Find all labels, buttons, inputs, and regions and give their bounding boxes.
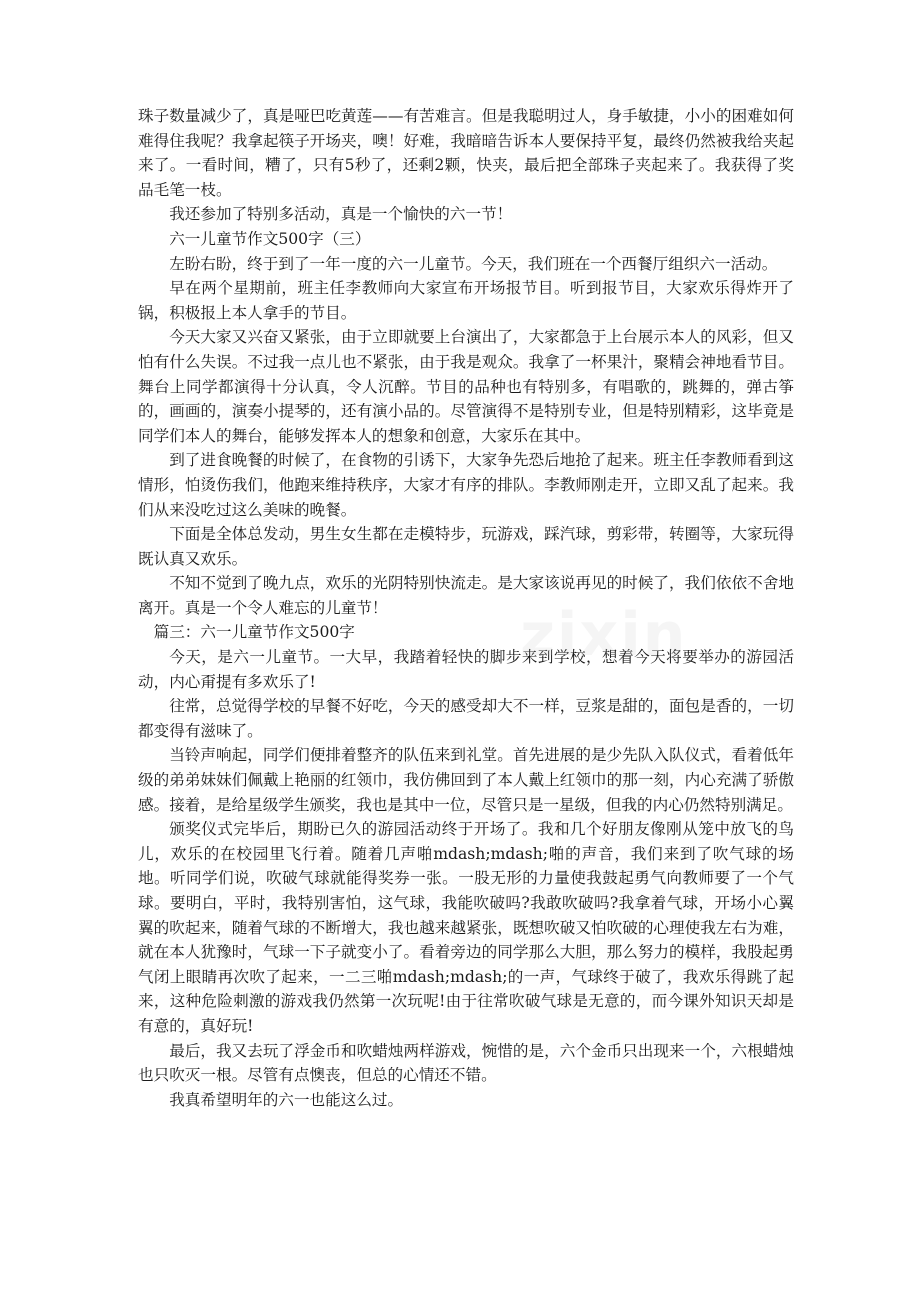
paragraph: 颁奖仪式完毕后，期盼已久的游园活动终于开场了。我和几个好朋友像刚从笼中放飞的鸟儿，欢乐的在校园里飞行着。随着几声啪mdash;mdash;啪的声音，我们来到了吹气球的场地。听同学们说，吹破气球就能得奖券一张。一股无形的力量使我鼓起勇气向教师要了一个气球。要明白，平时，我特别害怕，这气球，我能吹破吗?我敢吹破吗?我拿着气球，开场小心翼翼的吹起来，随着气球的不断增大，我也越来越紧张，既想吹破又怕吹破的心理使我左右为难，就在本人犹豫时，气球一下子就变小了。看着旁边的同学那么大胆，那么努力的模样，我股起勇气闭上眼睛再次吹了起来，一二三啪mdash;mdash;的一声，气球终于破了，我欢乐得跳了起来，这种危险刺激的游戏我仍然第一次玩呢!由于往常吹破气球是无意的，而今课外知识天却是有意的，真好玩! (138, 820, 794, 1035)
paragraph: 最后，我又去玩了浮金币和吹蜡烛两样游戏，惋惜的是，六个金币只出现来一个，六根蜡烛也只吹灭一根。尽管有点懊丧，但总的心情还不错。 (138, 1041, 794, 1085)
paragraph: 早在两个星期前，班主任李教师向大家宣布开场报节目。听到报节目，大家欢乐得炸开了锅，积极报上本人拿手的节目。 (138, 279, 794, 322)
paragraph: 我还参加了特别多活动，真是一个愉快的六一节！ (169, 205, 513, 224)
paragraph: 今天，是六一儿童节。一大早，我踏着轻快的脚步来到学校，想着今天将要举办的游园活动，内心甭提有多欢乐了! (138, 648, 794, 691)
paragraph: 我真希望明年的六一也能这么过。 (169, 1090, 404, 1109)
document-body (138, 104, 794, 1112)
paragraph: 当铃声响起，同学们便排着整齐的队伍来到礼堂。首先进展的是少先队入队仪式，看着低年级的弟弟妹妹们佩戴上艳丽的红领巾，我仿佛回到了本人戴上红领巾的那一刻，内心充满了骄傲感。接着，是给星级学生颁奖，我也是其中一位，尽管只是一星级，但我的内心仍然特别满足。 (138, 746, 794, 814)
paragraph: 不知不觉到了晚九点，欢乐的光阴特别快流走。是大家该说再见的时候了，我们依依不舍地离开。真是一个令人难忘的儿童节！ (138, 574, 794, 617)
paragraph: 下面是全体总发动，男生女生都在走模特步，玩游戏，踩汽球，剪彩带，转圈等，大家玩得既认真又欢乐。 (138, 525, 794, 568)
paragraph: 到了进食晚餐的时候了，在食物的引诱下，大家争先恐后地抢了起来。班主任李教师看到这情形，怕烫伤我们，他跑来维持秩序，大家才有序的排队。李教师刚走开，立即又乱了起来。我们从来没吃过这么美味的晚餐。 (138, 451, 794, 519)
section-heading: 六一儿童节作文500字（三） (169, 229, 371, 248)
paragraph: 今天大家又兴奋又紧张，由于立即就要上台演出了，大家都急于上台展示本人的风彩，但又怕有什么失误。不过我一点儿也不紧张，由于我是观众。我拿了一杯果汁，聚精会神地看节目。舞台上同学都演得十分认真，令人沉醉。节目的品种也有特别多，有唱歌的，跳舞的，弹古筝的，画画的，演奏小提琴的，还有演小品的。尽管演得不是特别专业，但是特别精彩，这毕竟是同学们本人的舞台，能够发挥本人的想象和创意，大家乐在其中。 (138, 328, 794, 445)
paragraph: 左盼右盼，终于到了一年一度的六一儿童节。今天，我们班在一个西餐厅组织六一活动。 (169, 254, 778, 273)
paragraph: 珠子数量减少了，真是哑巴吃黄莲——有苦难言。但是我聪明过人，身手敏捷，小小的困难如何难得住我呢？我拿起筷子开场夹，噢！好难，我暗暗告诉本人要保持平复，最终仍然被我给夹起来了。一看时间，糟了，只有5秒了，还剩2颗，快夹，最后把全部珠子夹起来了。我获得了奖品毛笔一枝。 (138, 107, 794, 199)
section-heading: 篇三：六一儿童节作文500字 (153, 623, 355, 642)
watermark: zixin (520, 600, 688, 670)
paragraph: 往常，总觉得学校的早餐不好吃，今天的感受却大不一样，豆浆是甜的，面包是香的，一切都变得有滋味了。 (138, 697, 794, 740)
